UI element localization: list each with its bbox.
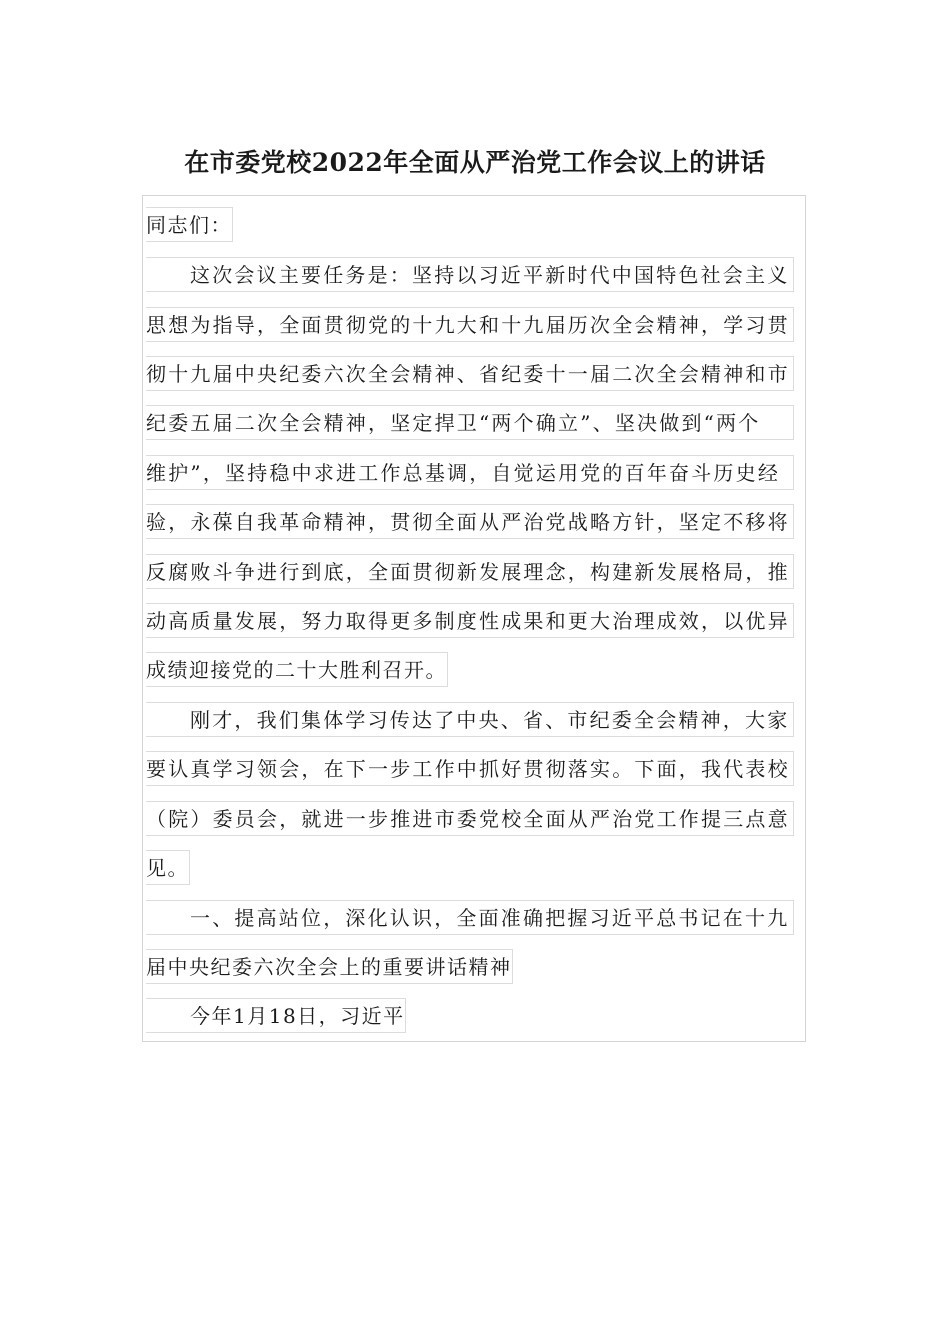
text-line: 刚才，我们集体学习传达了中央、省、市纪委全会精神，大家 [146,702,794,737]
text-line: 纪委五届二次全会精神，坚定捍卫“两个确立”、坚决做到“两个 [146,405,794,440]
text-line: 维护”，坚持稳中求进工作总基调，自觉运用党的百年奋斗历史经 [146,455,794,490]
section-heading-line: 届中央纪委六次全会上的重要讲话精神 [146,949,513,984]
text-line: 见。 [146,850,190,885]
text-line: 成绩迎接党的二十大胜利召开。 [146,652,448,687]
text-line: 动高质量发展，努力取得更多制度性成果和更大治理成效，以优异 [146,603,794,638]
salutation-line: 同志们： [146,207,233,242]
section-heading-line: 一、提高站位，深化认识，全面准确把握习近平总书记在十九 [146,900,794,935]
text-line: 验，永葆自我革命精神，贯彻全面从严治党战略方针，坚定不移将 [146,504,794,539]
text-line: 思想为指导，全面贯彻党的十九大和十九届历次全会精神，学习贯 [146,307,794,342]
text-line: 要认真学习领会，在下一步工作中抓好贯彻落实。下面，我代表校 [146,751,794,786]
text-line: 反腐败斗争进行到底，全面贯彻新发展理念，构建新发展格局，推 [146,554,794,589]
document-title: 在市委党校2022年全面从严治党工作会议上的讲话 [184,148,766,177]
text-line: 彻十九届中央纪委六次全会精神、省纪委十一届二次全会精神和市 [146,356,794,391]
text-line: 这次会议主要任务是：坚持以习近平新时代中国特色社会主义 [146,257,794,292]
text-line: 今年1月18日，习近平 [146,998,406,1033]
text-line: （院）委员会，就进一步推进市委党校全面从严治党工作提三点意 [146,801,794,836]
